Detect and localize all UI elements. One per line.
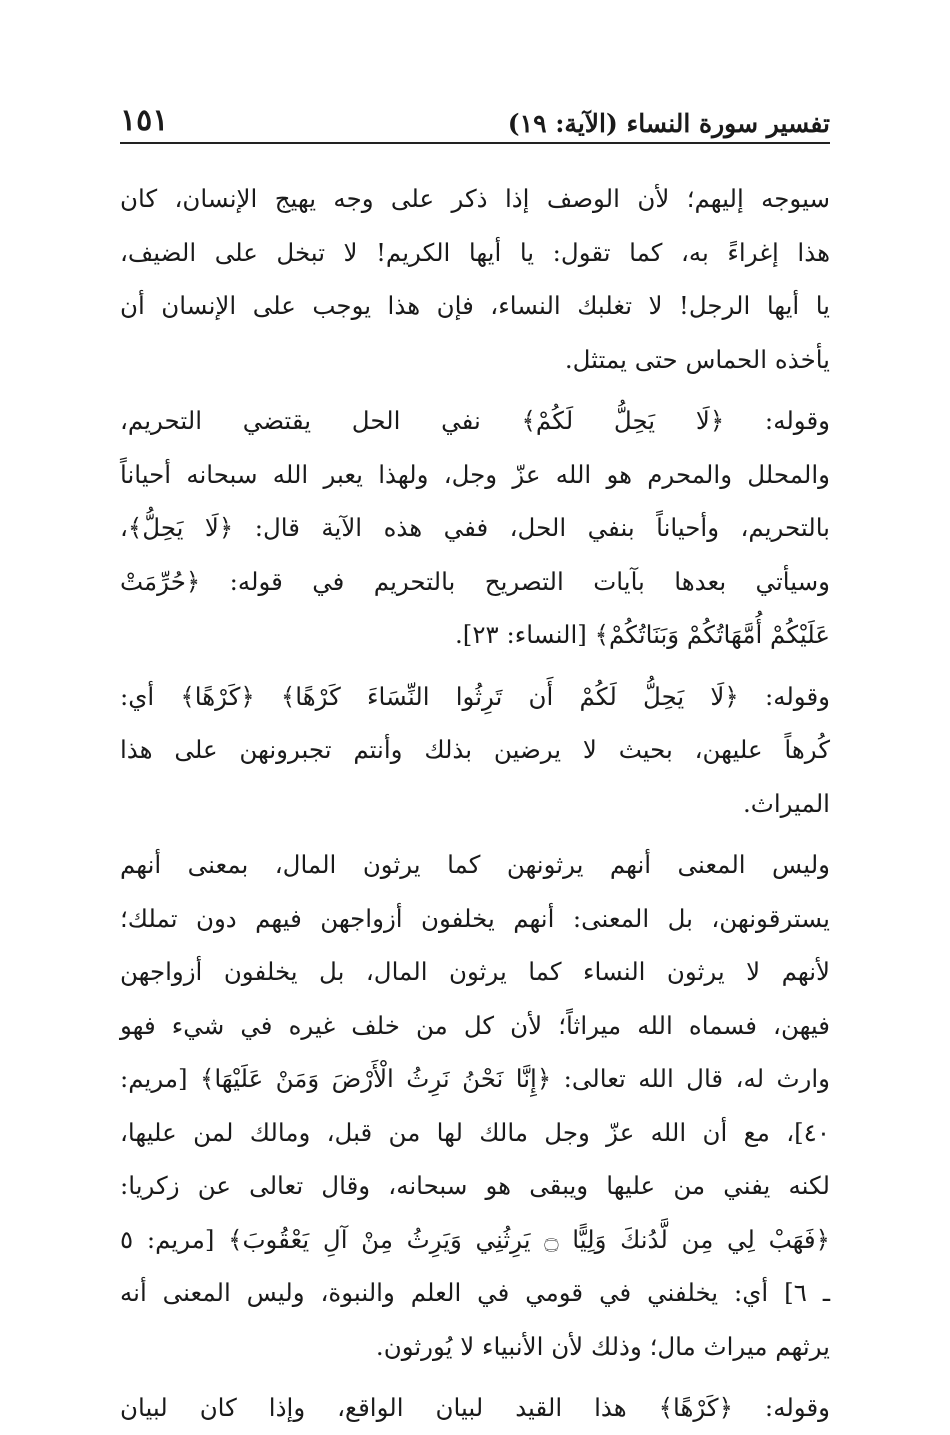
text-line: والمحلل والمحرم هو الله عزّ وجل، ولهذا يعبر الله سبحانه أحياناً	[120, 459, 830, 489]
text-line: يأخذه الحماس حتى يمتثل.	[564, 344, 830, 374]
text-line: يا أيها الرجل! لا تغلبك النساء، فإن هذا يوجب على الإنسان أن	[120, 291, 830, 320]
page-header	[120, 98, 830, 138]
text-line: الميراث.	[742, 788, 830, 818]
paragraph	[120, 838, 830, 1373]
text-line: يسترقونهن، بل المعنى: أنهم يخلفون أزواجهن فيهم دون تملك؛	[120, 903, 830, 933]
text-line: ﴿فَهَبْ لِي مِن لَّدُنكَ وَلِيًّا ۝ يَرِثُنِي وَيَرِثُ مِنْ آلِ يَعْقُوبَ﴾ [مريم: ٥	[120, 1224, 830, 1254]
text-line: وسيأتي بعدها بآيات التصريح بالتحريم في قوله: ﴿حُرِّمَتْ	[120, 566, 830, 596]
text-line: كُرهاً عليهن، بحيث لا يرضين بذلك وأنتم تجبرونهن على هذا	[120, 735, 830, 764]
text-line: ٤٠]، مع أن الله عزّ وجل مالك لها من قبل، ومالك لمن عليها،	[120, 1117, 830, 1147]
text-line: يرثهم ميراث مال؛ وذلك لأن الأنبياء لا يُورثون.	[375, 1331, 830, 1361]
page-body	[120, 172, 830, 1422]
text-line: لأنهم لا يرثون النساء كما يرثون المال، بل يخلفون أزواجهن	[120, 957, 830, 986]
text-line: سيوجه إليهم؛ لأن الوصف إذا ذكر على وجه يهيج الإنسان، كان	[120, 184, 830, 213]
text-line: فيهن، فسماه الله ميراثاً؛ لأن كل من خلف غيره في شيء فهو	[120, 1010, 830, 1040]
text-line: لكنه يفني من عليها ويبقى هو سبحانه، وقال تعالى عن زكريا:	[120, 1171, 830, 1200]
text-line: ـ ٦] أي: يخلفني في قومي في العلم والنبوة، وليس المعنى أنه	[120, 1278, 830, 1307]
paragraph	[120, 670, 830, 831]
text-line: بالتحريم، وأحياناً بنفي الحل، ففي هذه الآية قال: ﴿لَا يَحِلُّ﴾،	[120, 513, 830, 542]
header-rule	[120, 142, 830, 144]
page-number: ١٥١	[120, 103, 169, 138]
text-line: هذا إغراءً به، كما تقول: يا أيها الكريم! لا تبخل على الضيف،	[120, 237, 830, 267]
paragraph	[120, 1381, 830, 1435]
text-line: وقوله: ﴿لَا يَحِلُّ لَكُمْ﴾ نفي الحل يقتضي التحريم،	[120, 406, 830, 435]
paragraph	[120, 172, 830, 386]
text-line: وقوله: ﴿كَرْهًا﴾ هذا القيد لبيان الواقع، وإذا كان لبيان	[120, 1393, 830, 1422]
text-line: وقوله: ﴿لَا يَحِلُّ لَكُمْ أَن تَرِثُوا النِّسَاءَ كَرْهًا﴾ ﴿كَرْهًا﴾ أي:	[120, 681, 830, 711]
text-line: عَلَيْكُمْ أُمَّهَاتُكُمْ وَبَنَاتُكُمْ﴾ [النساء: ٢٣].	[455, 620, 830, 649]
running-title: تفسير سورة النساء (الآية: ١٩)	[507, 109, 830, 138]
text-line: وليس المعنى أنهم يرثونهن كما يرثون المال، بمعنى أنهم	[120, 850, 830, 879]
paragraph	[120, 394, 830, 662]
text-line: وارث له، قال الله تعالى: ﴿إِنَّا نَحْنُ نَرِثُ الْأَرْضَ وَمَنْ عَلَيْهَا﴾ [مريم:	[120, 1064, 830, 1093]
